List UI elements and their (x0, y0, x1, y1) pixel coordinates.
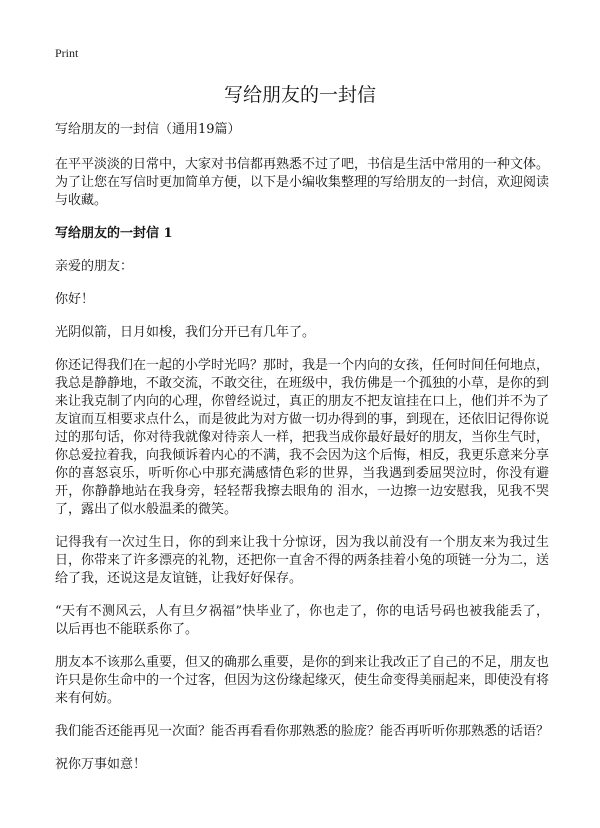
letter-paragraph: 我们能否还能再见一次面？能否再看看你那熟悉的脸庞？能否再听听你那熟悉的话语？ (55, 724, 550, 739)
letter-greeting: 你好！ (55, 292, 95, 307)
intro-paragraph: 在平平淡淡的日常中，大家对书信都再熟悉不过了吧，书信是生活中常用的一种文体。为了让您在写信时更加简单方便，以下是小编收集整理的写给朋友的一封信，欢迎阅读与收藏。 (55, 157, 550, 208)
section-heading: 写给朋友的一封信 1 (55, 226, 173, 241)
page-title: 写给朋友的一封信 (223, 84, 376, 106)
print-link[interactable]: Print (55, 46, 79, 60)
letter-paragraph: “天有不测风云，人有旦夕祸福”快毕业了，你也走了，你的电话号码也被我能丢了，以后再也不能联系你了。 (55, 604, 549, 637)
letter-salutation: 亲爱的朋友： (55, 259, 134, 274)
article-body (55, 121, 549, 789)
letter-paragraph: 记得我有一次过生日，你的到来让我十分惊讶，因为我以前没有一个朋友来为我过生日，你带来了许多漂亮的礼物，还把你一直舍不得的两条挂着小兔的项链一分为二，送给了我，还说这是友谊链，让我好好保存。 (55, 535, 550, 586)
article-subtitle: 写给朋友的一封信（通用19篇） (55, 122, 241, 137)
letter-paragraph: 光阴似箭，日月如梭，我们分开已有几年了。 (55, 325, 316, 340)
letter-closing: 祝你万事如意！ (55, 757, 147, 772)
letter-paragraph: 朋友本不该那么重要，但又的确那么重要，是你的到来让我改正了自己的不足，朋友也许只是你生命中的一个过客，但因为这份缘起缘灭，使生命变得美丽起来，即使没有将来有何妨。 (55, 655, 550, 706)
letter-paragraph: 你还记得我们在一起的小学时光吗？那时，我是一个内向的女孩，任何时间任何地点，我总是静静地，不敢交流，不敢交往，在班级中，我仿佛是一个孤独的小草，是你的到来让我克制了内向的心理，你曾经说过，真正的朋友不把友谊挂在口上，他们并不为了友谊而互相要求点什么，而是彼此为对方做一切办得到的事，到现在，还依旧记得你说过的那句话，你对待我就像对待亲人一样，把我当成你最好最好的朋友，当你生气时，你总爱拉着我，向我倾诉着内心的不满，我不会因为这个后悔，相反，我更乐意来分享你的喜怒哀乐，听听你心中那充满感情色彩的世界，当我遇到委屈哭泣时，你没有避开，你静静地站在我身旁，轻轻帮我擦去眼角的 泪水，一边擦一边安慰我，见我不哭了，露出了似水般温柔的微笑。 (55, 358, 550, 517)
